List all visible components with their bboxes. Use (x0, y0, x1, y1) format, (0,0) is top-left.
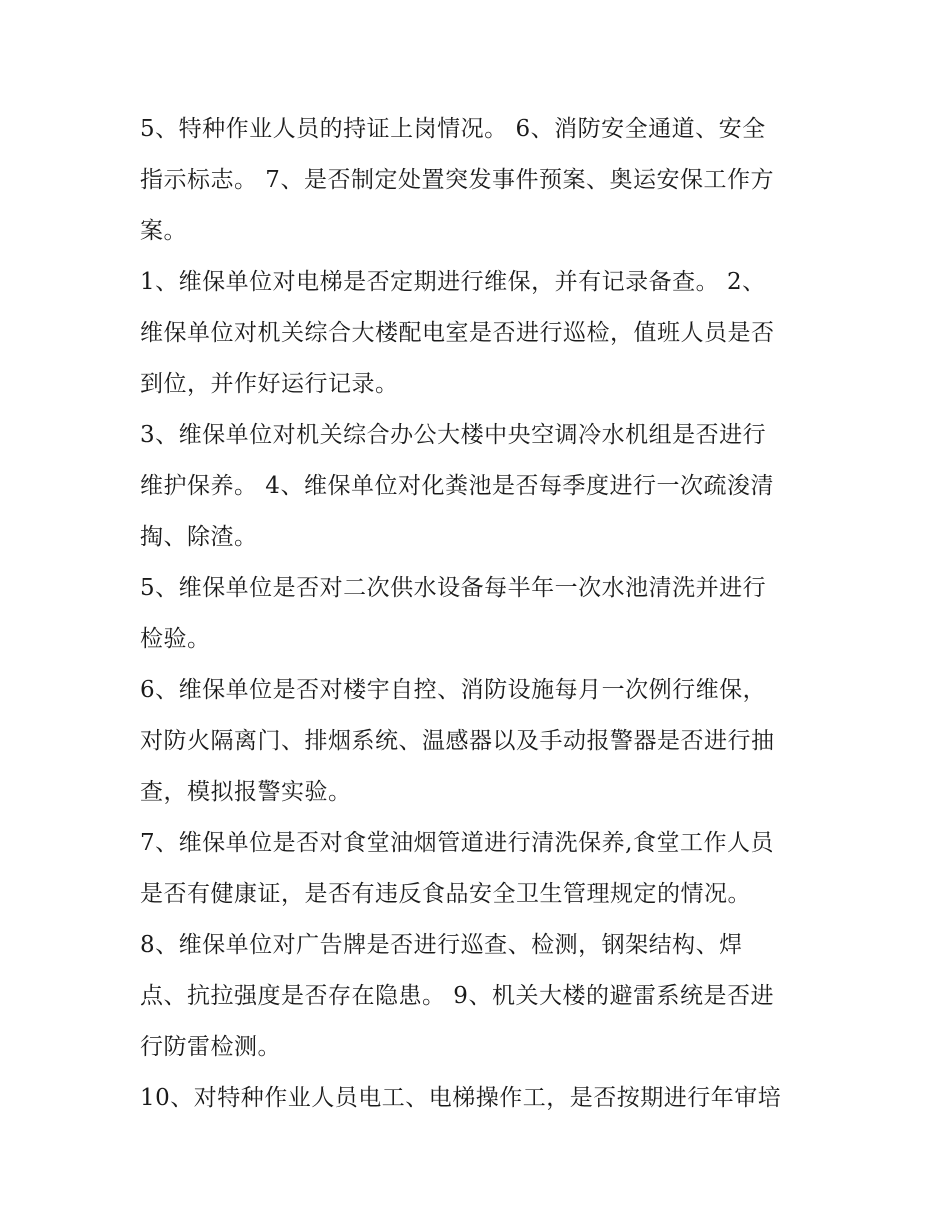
text-line: 维保单位对机关综合大楼配电室是否进行巡检，值班人员是否 (140, 320, 775, 346)
text-line: 维护保养。 4、维保单位对化粪池是否每季度进行一次疏浚清 (140, 473, 774, 499)
text-line: 检验。 (140, 626, 211, 652)
paragraph-7 (140, 920, 820, 1073)
document-body (140, 104, 820, 1124)
text-line: 5、维保单位是否对二次供水设备每半年一次水池清洗并进行 (140, 575, 767, 601)
text-line: 案。 (140, 218, 187, 244)
text-line: 8、维保单位对广告牌是否进行巡查、检测，钢架结构、焊 (140, 932, 743, 958)
text-line: 1、维保单位对电梯是否定期进行维保，并有记录备查。 2、 (140, 269, 766, 295)
paragraph-1 (140, 104, 820, 257)
text-line: 到位，并作好运行记录。 (140, 371, 399, 397)
text-line: 7、维保单位是否对食堂油烟管道进行清洗保养,食堂工作人员 (140, 830, 774, 856)
text-line: 行防雷检测。 (140, 1034, 281, 1060)
text-line: 5、特种作业人员的持证上岗情况。 6、消防安全通道、安全 (140, 116, 766, 142)
paragraph-8 (140, 1073, 820, 1124)
paragraph-6 (140, 818, 820, 920)
text-line: 点、抗拉强度是否存在隐患。 9、机关大楼的避雷系统是否进 (140, 983, 774, 1009)
paragraph-4 (140, 563, 820, 665)
text-line: 10、对特种作业人员电工、电梯操作工，是否按期进行年审培 (140, 1085, 782, 1111)
paragraph-3 (140, 410, 820, 563)
text-line: 3、维保单位对机关综合办公大楼中央空调冷水机组是否进行 (140, 422, 767, 448)
text-line: 指示标志。 7、是否制定处置突发事件预案、奥运安保工作方 (140, 167, 774, 193)
text-line: 掏、除渣。 (140, 524, 258, 550)
paragraph-5 (140, 665, 820, 818)
text-line: 查，模拟报警实验。 (140, 779, 352, 805)
text-line: 是否有健康证，是否有违反食品安全卫生管理规定的情况。 (140, 881, 751, 907)
paragraph-2 (140, 257, 820, 410)
text-line: 6、维保单位是否对楼宇自控、消防设施每月一次例行维保， (140, 677, 767, 703)
text-line: 对防火隔离门、排烟系统、温感器以及手动报警器是否进行抽 (140, 728, 775, 754)
